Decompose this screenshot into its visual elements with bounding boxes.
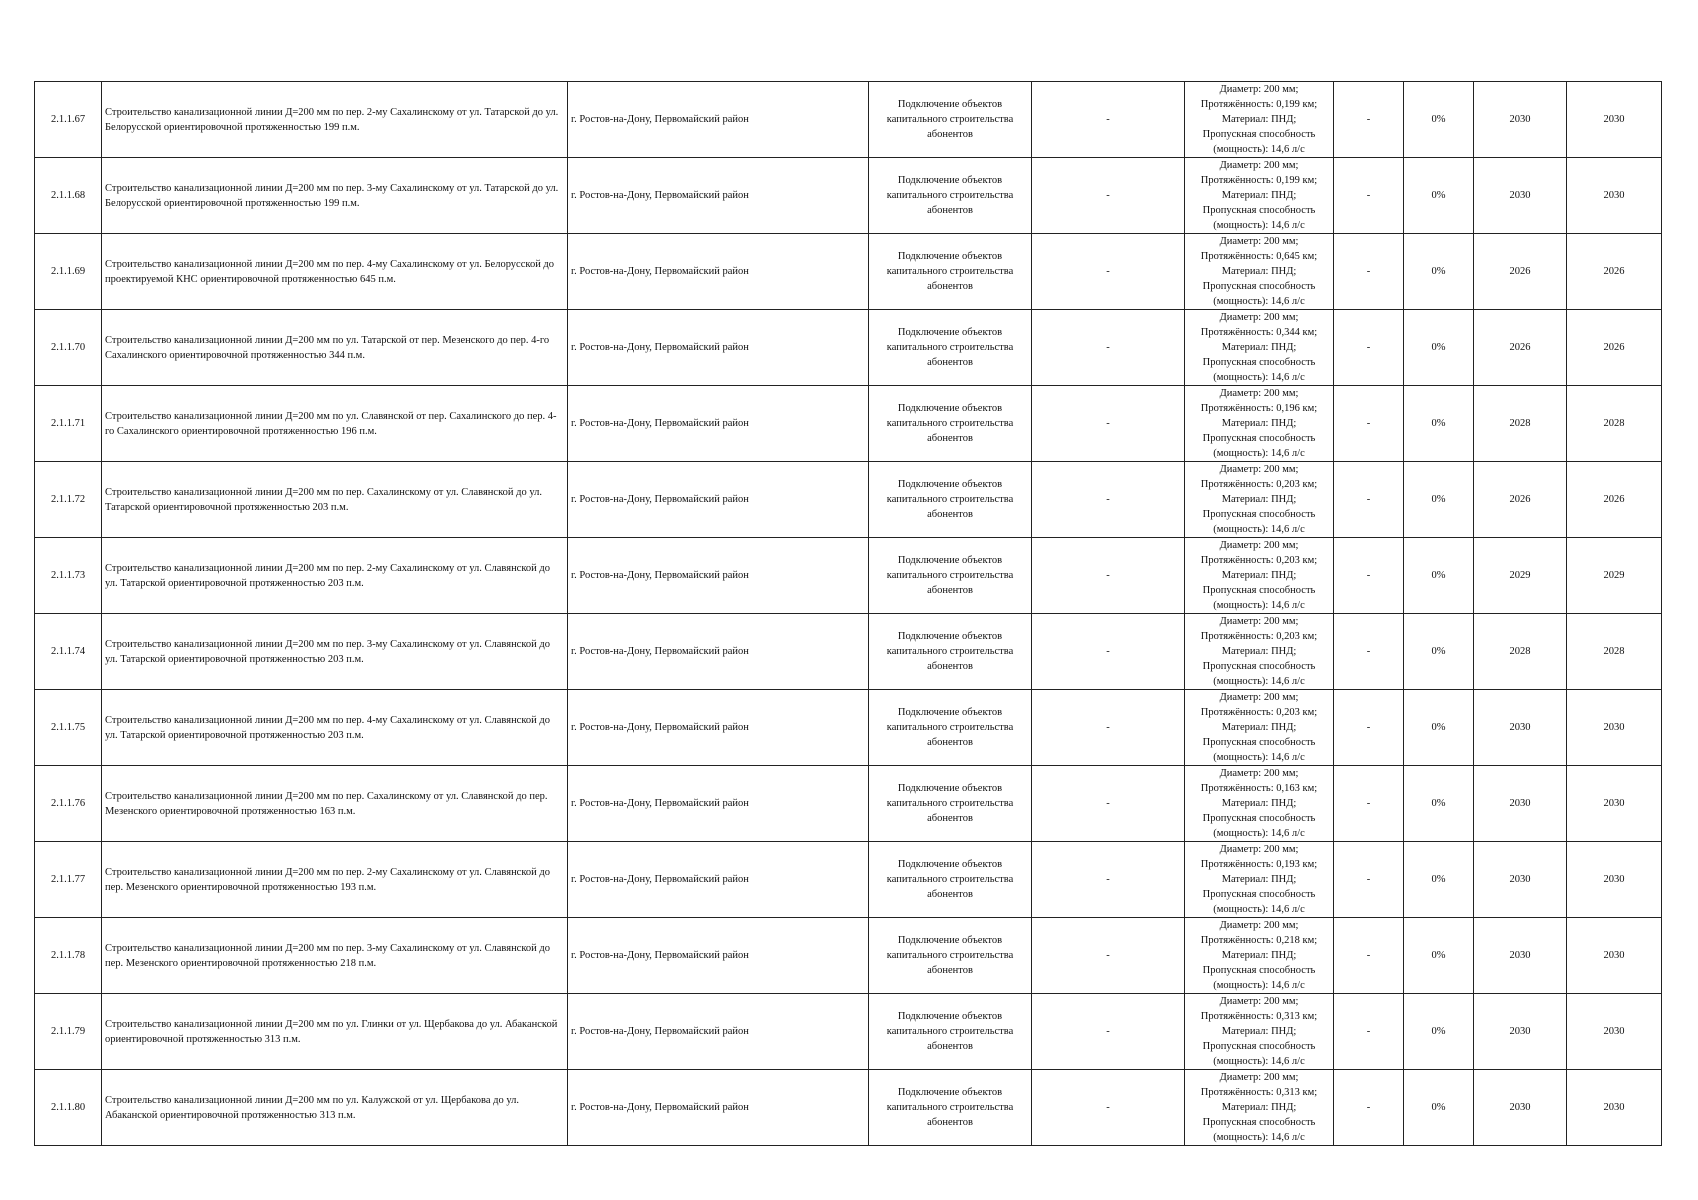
purpose-cell: Подключение объектов капитального строительства абонентов	[869, 82, 1032, 158]
technical-params-cell	[1185, 614, 1334, 690]
purpose-cell: Подключение объектов капитального строительства абонентов	[869, 158, 1032, 234]
param-line: Материал: ПНД;	[1221, 798, 1297, 809]
project-name-cell: Строительство канализационной линии Д=200 мм по пер. 4-му Сахалинскому от ул. Славянской до ул. Татарской ориентировочной протяженностью 203 п.м.	[102, 690, 568, 766]
purpose-cell: Подключение объектов капитального строительства абонентов	[869, 462, 1032, 538]
indicator-cell-2: -	[1334, 918, 1404, 994]
param-line: Пропускная способность	[1202, 661, 1316, 672]
param-line: Материал: ПНД;	[1221, 418, 1297, 429]
technical-params-cell	[1185, 918, 1334, 994]
start-year-cell: 2030	[1474, 842, 1567, 918]
start-year-cell: 2030	[1474, 690, 1567, 766]
row-number-cell: 2.1.1.75	[35, 690, 102, 766]
param-line: Протяжённость: 0,199 км;	[1200, 99, 1318, 110]
row-number-cell: 2.1.1.80	[35, 1070, 102, 1146]
completion-percent-cell: 0%	[1404, 538, 1474, 614]
technical-params-cell	[1185, 538, 1334, 614]
project-name-cell: Строительство канализационной линии Д=200 мм по пер. 3-му Сахалинскому от ул. Славянской до пер. Мезенского ориентировочной протяженностью 218 п.м.	[102, 918, 568, 994]
indicator-cell: -	[1032, 462, 1185, 538]
address-cell: г. Ростов-на-Дону, Первомайский район	[568, 462, 869, 538]
completion-percent-cell: 0%	[1404, 234, 1474, 310]
end-year-cell: 2030	[1567, 994, 1662, 1070]
param-line: (мощность): 14,6 л/с	[1213, 676, 1305, 687]
address-cell: г. Ростов-на-Дону, Первомайский район	[568, 234, 869, 310]
address-cell: г. Ростов-на-Дону, Первомайский район	[568, 82, 869, 158]
table-row	[35, 842, 1662, 918]
end-year-cell: 2030	[1567, 82, 1662, 158]
address-cell: г. Ростов-на-Дону, Первомайский район	[568, 994, 869, 1070]
purpose-cell: Подключение объектов капитального строительства абонентов	[869, 234, 1032, 310]
completion-percent-cell: 0%	[1404, 842, 1474, 918]
param-line: Материал: ПНД;	[1221, 646, 1297, 657]
param-line: Пропускная способность	[1202, 433, 1316, 444]
param-line: Материал: ПНД;	[1221, 950, 1297, 961]
param-line: Диаметр: 200 мм;	[1219, 692, 1299, 703]
purpose-cell: Подключение объектов капитального строительства абонентов	[869, 614, 1032, 690]
indicator-cell-2: -	[1334, 158, 1404, 234]
row-number-cell: 2.1.1.74	[35, 614, 102, 690]
param-line: Диаметр: 200 мм;	[1219, 160, 1299, 171]
row-number-cell: 2.1.1.68	[35, 158, 102, 234]
param-line: Материал: ПНД;	[1221, 722, 1297, 733]
indicator-cell: -	[1032, 234, 1185, 310]
indicator-cell-2: -	[1334, 538, 1404, 614]
table-row	[35, 918, 1662, 994]
indicator-cell: -	[1032, 386, 1185, 462]
param-line: Пропускная способность	[1202, 1117, 1316, 1128]
param-line: Материал: ПНД;	[1221, 114, 1297, 125]
project-name-cell: Строительство канализационной линии Д=200 мм по пер. Сахалинскому от ул. Славянской до ул. Татарской ориентировочной протяженностью 203 п.м.	[102, 462, 568, 538]
project-name-cell: Строительство канализационной линии Д=200 мм по пер. Сахалинскому от ул. Славянской до пер. Мезенского ориентировочной протяженностью 163 п.м.	[102, 766, 568, 842]
param-line: (мощность): 14,6 л/с	[1213, 372, 1305, 383]
param-line: Протяжённость: 0,196 км;	[1200, 403, 1318, 414]
param-line: (мощность): 14,6 л/с	[1213, 980, 1305, 991]
param-line: Материал: ПНД;	[1221, 190, 1297, 201]
end-year-cell: 2026	[1567, 310, 1662, 386]
completion-percent-cell: 0%	[1404, 82, 1474, 158]
table-row	[35, 158, 1662, 234]
address-cell: г. Ростов-на-Дону, Первомайский район	[568, 310, 869, 386]
row-number-cell: 2.1.1.70	[35, 310, 102, 386]
start-year-cell: 2030	[1474, 918, 1567, 994]
end-year-cell: 2030	[1567, 766, 1662, 842]
param-line: Протяжённость: 0,203 км;	[1200, 631, 1318, 642]
param-line: (мощность): 14,6 л/с	[1213, 828, 1305, 839]
indicator-cell: -	[1032, 690, 1185, 766]
param-line: (мощность): 14,6 л/с	[1213, 448, 1305, 459]
start-year-cell: 2029	[1474, 538, 1567, 614]
technical-params-cell	[1185, 82, 1334, 158]
table-row	[35, 766, 1662, 842]
end-year-cell: 2030	[1567, 158, 1662, 234]
project-name-cell: Строительство канализационной линии Д=200 мм по пер. 2-му Сахалинскому от ул. Татарской до ул. Белорусской ориентировочной протяженностью 199 п.м.	[102, 82, 568, 158]
row-number-cell: 2.1.1.69	[35, 234, 102, 310]
project-name-cell: Строительство канализационной линии Д=200 мм по пер. 2-му Сахалинскому от ул. Славянской до пер. Мезенского ориентировочной протяженностью 193 п.м.	[102, 842, 568, 918]
address-cell: г. Ростов-на-Дону, Первомайский район	[568, 690, 869, 766]
end-year-cell: 2030	[1567, 690, 1662, 766]
table-row	[35, 462, 1662, 538]
indicator-cell-2: -	[1334, 462, 1404, 538]
indicator-cell-2: -	[1334, 842, 1404, 918]
indicator-cell: -	[1032, 310, 1185, 386]
param-line: Пропускная способность	[1202, 889, 1316, 900]
param-line: Диаметр: 200 мм;	[1219, 388, 1299, 399]
param-line: (мощность): 14,6 л/с	[1213, 600, 1305, 611]
technical-params-cell	[1185, 462, 1334, 538]
end-year-cell: 2026	[1567, 462, 1662, 538]
end-year-cell: 2029	[1567, 538, 1662, 614]
indicator-cell-2: -	[1334, 766, 1404, 842]
param-line: Диаметр: 200 мм;	[1219, 84, 1299, 95]
completion-percent-cell: 0%	[1404, 994, 1474, 1070]
purpose-cell: Подключение объектов капитального строительства абонентов	[869, 994, 1032, 1070]
project-name-cell: Строительство канализационной линии Д=200 мм по ул. Славянской от пер. Сахалинского до пер. 4-го Сахалинского ориентировочной протяженностью 196 п.м.	[102, 386, 568, 462]
row-number-cell: 2.1.1.77	[35, 842, 102, 918]
param-line: (мощность): 14,6 л/с	[1213, 752, 1305, 763]
table-row	[35, 234, 1662, 310]
param-line: Материал: ПНД;	[1221, 266, 1297, 277]
start-year-cell: 2030	[1474, 82, 1567, 158]
param-line: Протяжённость: 0,218 км;	[1200, 935, 1318, 946]
address-cell: г. Ростов-на-Дону, Первомайский район	[568, 538, 869, 614]
technical-params-cell	[1185, 386, 1334, 462]
address-cell: г. Ростов-на-Дону, Первомайский район	[568, 158, 869, 234]
param-line: Протяжённость: 0,645 км;	[1200, 251, 1318, 262]
table-row	[35, 386, 1662, 462]
completion-percent-cell: 0%	[1404, 690, 1474, 766]
param-line: Пропускная способность	[1202, 205, 1316, 216]
indicator-cell: -	[1032, 1070, 1185, 1146]
param-line: (мощность): 14,6 л/с	[1213, 220, 1305, 231]
indicator-cell-2: -	[1334, 82, 1404, 158]
project-name-cell: Строительство канализационной линии Д=200 мм по пер. 3-му Сахалинскому от ул. Славянской до ул. Татарской ориентировочной протяженностью 203 п.м.	[102, 614, 568, 690]
row-number-cell: 2.1.1.76	[35, 766, 102, 842]
end-year-cell: 2028	[1567, 614, 1662, 690]
project-name-cell: Строительство канализационной линии Д=200 мм по ул. Глинки от ул. Щербакова до ул. Абаканской ориентировочной протяженностью 313 п.м.	[102, 994, 568, 1070]
table-row	[35, 310, 1662, 386]
param-line: Диаметр: 200 мм;	[1219, 920, 1299, 931]
row-number-cell: 2.1.1.78	[35, 918, 102, 994]
completion-percent-cell: 0%	[1404, 310, 1474, 386]
table-row	[35, 994, 1662, 1070]
project-name-cell: Строительство канализационной линии Д=200 мм по ул. Калужской от ул. Щербакова до ул. Абаканской ориентировочной протяженностью 313 п.м.	[102, 1070, 568, 1146]
param-line: Пропускная способность	[1202, 509, 1316, 520]
param-line: (мощность): 14,6 л/с	[1213, 144, 1305, 155]
param-line: Материал: ПНД;	[1221, 494, 1297, 505]
completion-percent-cell: 0%	[1404, 1070, 1474, 1146]
technical-params-cell	[1185, 766, 1334, 842]
indicator-cell: -	[1032, 82, 1185, 158]
completion-percent-cell: 0%	[1404, 462, 1474, 538]
indicator-cell: -	[1032, 994, 1185, 1070]
start-year-cell: 2028	[1474, 386, 1567, 462]
param-line: (мощность): 14,6 л/с	[1213, 296, 1305, 307]
table-row	[35, 614, 1662, 690]
param-line: Протяжённость: 0,203 км;	[1200, 555, 1318, 566]
param-line: Пропускная способность	[1202, 357, 1316, 368]
table-row	[35, 1070, 1662, 1146]
indicator-cell: -	[1032, 766, 1185, 842]
param-line: (мощность): 14,6 л/с	[1213, 1132, 1305, 1143]
param-line: Пропускная способность	[1202, 585, 1316, 596]
technical-params-cell	[1185, 994, 1334, 1070]
technical-params-cell	[1185, 234, 1334, 310]
param-line: Протяжённость: 0,313 км;	[1200, 1011, 1318, 1022]
param-line: Пропускная способность	[1202, 129, 1316, 140]
table-row	[35, 690, 1662, 766]
completion-percent-cell: 0%	[1404, 614, 1474, 690]
project-name-cell: Строительство канализационной линии Д=200 мм по пер. 4-му Сахалинскому от ул. Белорусской до проектируемой КНС ориентировочной протяженностью 645 п.м.	[102, 234, 568, 310]
indicator-cell-2: -	[1334, 1070, 1404, 1146]
indicator-cell-2: -	[1334, 614, 1404, 690]
start-year-cell: 2026	[1474, 234, 1567, 310]
address-cell: г. Ростов-на-Дону, Первомайский район	[568, 918, 869, 994]
param-line: Пропускная способность	[1202, 281, 1316, 292]
project-name-cell: Строительство канализационной линии Д=200 мм по пер. 3-му Сахалинскому от ул. Татарской до ул. Белорусской ориентировочной протяженностью 199 п.м.	[102, 158, 568, 234]
purpose-cell: Подключение объектов капитального строительства абонентов	[869, 310, 1032, 386]
table-row	[35, 82, 1662, 158]
param-line: Материал: ПНД;	[1221, 1102, 1297, 1113]
row-number-cell: 2.1.1.67	[35, 82, 102, 158]
param-line: Протяжённость: 0,344 км;	[1200, 327, 1318, 338]
indicator-cell: -	[1032, 614, 1185, 690]
completion-percent-cell: 0%	[1404, 158, 1474, 234]
end-year-cell: 2030	[1567, 1070, 1662, 1146]
start-year-cell: 2030	[1474, 1070, 1567, 1146]
param-line: Диаметр: 200 мм;	[1219, 540, 1299, 551]
completion-percent-cell: 0%	[1404, 766, 1474, 842]
technical-params-cell	[1185, 842, 1334, 918]
end-year-cell: 2030	[1567, 842, 1662, 918]
param-line: Диаметр: 200 мм;	[1219, 312, 1299, 323]
indicator-cell-2: -	[1334, 310, 1404, 386]
param-line: Диаметр: 200 мм;	[1219, 768, 1299, 779]
param-line: Протяжённость: 0,203 км;	[1200, 707, 1318, 718]
param-line: Протяжённость: 0,199 км;	[1200, 175, 1318, 186]
start-year-cell: 2030	[1474, 766, 1567, 842]
address-cell: г. Ростов-на-Дону, Первомайский район	[568, 842, 869, 918]
start-year-cell: 2028	[1474, 614, 1567, 690]
param-line: Материал: ПНД;	[1221, 874, 1297, 885]
start-year-cell: 2030	[1474, 994, 1567, 1070]
address-cell: г. Ростов-на-Дону, Первомайский район	[568, 386, 869, 462]
purpose-cell: Подключение объектов капитального строительства абонентов	[869, 918, 1032, 994]
purpose-cell: Подключение объектов капитального строительства абонентов	[869, 538, 1032, 614]
param-line: Диаметр: 200 мм;	[1219, 616, 1299, 627]
param-line: (мощность): 14,6 л/с	[1213, 904, 1305, 915]
purpose-cell: Подключение объектов капитального строительства абонентов	[869, 690, 1032, 766]
param-line: Материал: ПНД;	[1221, 1026, 1297, 1037]
row-number-cell: 2.1.1.79	[35, 994, 102, 1070]
param-line: Диаметр: 200 мм;	[1219, 236, 1299, 247]
indicator-cell: -	[1032, 538, 1185, 614]
table-row	[35, 538, 1662, 614]
technical-params-cell	[1185, 158, 1334, 234]
purpose-cell: Подключение объектов капитального строительства абонентов	[869, 1070, 1032, 1146]
indicator-cell-2: -	[1334, 234, 1404, 310]
address-cell: г. Ростов-на-Дону, Первомайский район	[568, 614, 869, 690]
end-year-cell: 2028	[1567, 386, 1662, 462]
project-name-cell: Строительство канализационной линии Д=200 мм по пер. 2-му Сахалинскому от ул. Славянской до ул. Татарской ориентировочной протяженностью 203 п.м.	[102, 538, 568, 614]
start-year-cell: 2026	[1474, 462, 1567, 538]
param-line: Протяжённость: 0,203 км;	[1200, 479, 1318, 490]
row-number-cell: 2.1.1.72	[35, 462, 102, 538]
param-line: Диаметр: 200 мм;	[1219, 1072, 1299, 1083]
row-number-cell: 2.1.1.71	[35, 386, 102, 462]
param-line: Диаметр: 200 мм;	[1219, 844, 1299, 855]
purpose-cell: Подключение объектов капитального строительства абонентов	[869, 766, 1032, 842]
table-body	[35, 82, 1662, 1146]
completion-percent-cell: 0%	[1404, 386, 1474, 462]
param-line: Материал: ПНД;	[1221, 570, 1297, 581]
param-line: (мощность): 14,6 л/с	[1213, 524, 1305, 535]
end-year-cell: 2030	[1567, 918, 1662, 994]
param-line: Диаметр: 200 мм;	[1219, 464, 1299, 475]
param-line: Пропускная способность	[1202, 813, 1316, 824]
technical-params-cell	[1185, 310, 1334, 386]
technical-params-cell	[1185, 1070, 1334, 1146]
param-line: Пропускная способность	[1202, 1041, 1316, 1052]
param-line: Диаметр: 200 мм;	[1219, 996, 1299, 1007]
address-cell: г. Ростов-на-Дону, Первомайский район	[568, 766, 869, 842]
start-year-cell: 2026	[1474, 310, 1567, 386]
indicator-cell: -	[1032, 842, 1185, 918]
param-line: Протяжённость: 0,193 км;	[1200, 859, 1318, 870]
investment-program-table	[34, 81, 1662, 1146]
param-line: Протяжённость: 0,313 км;	[1200, 1087, 1318, 1098]
row-number-cell: 2.1.1.73	[35, 538, 102, 614]
purpose-cell: Подключение объектов капитального строительства абонентов	[869, 386, 1032, 462]
start-year-cell: 2030	[1474, 158, 1567, 234]
end-year-cell: 2026	[1567, 234, 1662, 310]
param-line: Протяжённость: 0,163 км;	[1200, 783, 1318, 794]
indicator-cell: -	[1032, 158, 1185, 234]
purpose-cell: Подключение объектов капитального строительства абонентов	[869, 842, 1032, 918]
indicator-cell-2: -	[1334, 994, 1404, 1070]
completion-percent-cell: 0%	[1404, 918, 1474, 994]
indicator-cell-2: -	[1334, 386, 1404, 462]
param-line: Пропускная способность	[1202, 965, 1316, 976]
technical-params-cell	[1185, 690, 1334, 766]
indicator-cell-2: -	[1334, 690, 1404, 766]
param-line: Материал: ПНД;	[1221, 342, 1297, 353]
indicator-cell: -	[1032, 918, 1185, 994]
param-line: Пропускная способность	[1202, 737, 1316, 748]
param-line: (мощность): 14,6 л/с	[1213, 1056, 1305, 1067]
project-name-cell: Строительство канализационной линии Д=200 мм по ул. Татарской от пер. Мезенского до пер. 4-го Сахалинского ориентировочной протяженностью 344 п.м.	[102, 310, 568, 386]
address-cell: г. Ростов-на-Дону, Первомайский район	[568, 1070, 869, 1146]
